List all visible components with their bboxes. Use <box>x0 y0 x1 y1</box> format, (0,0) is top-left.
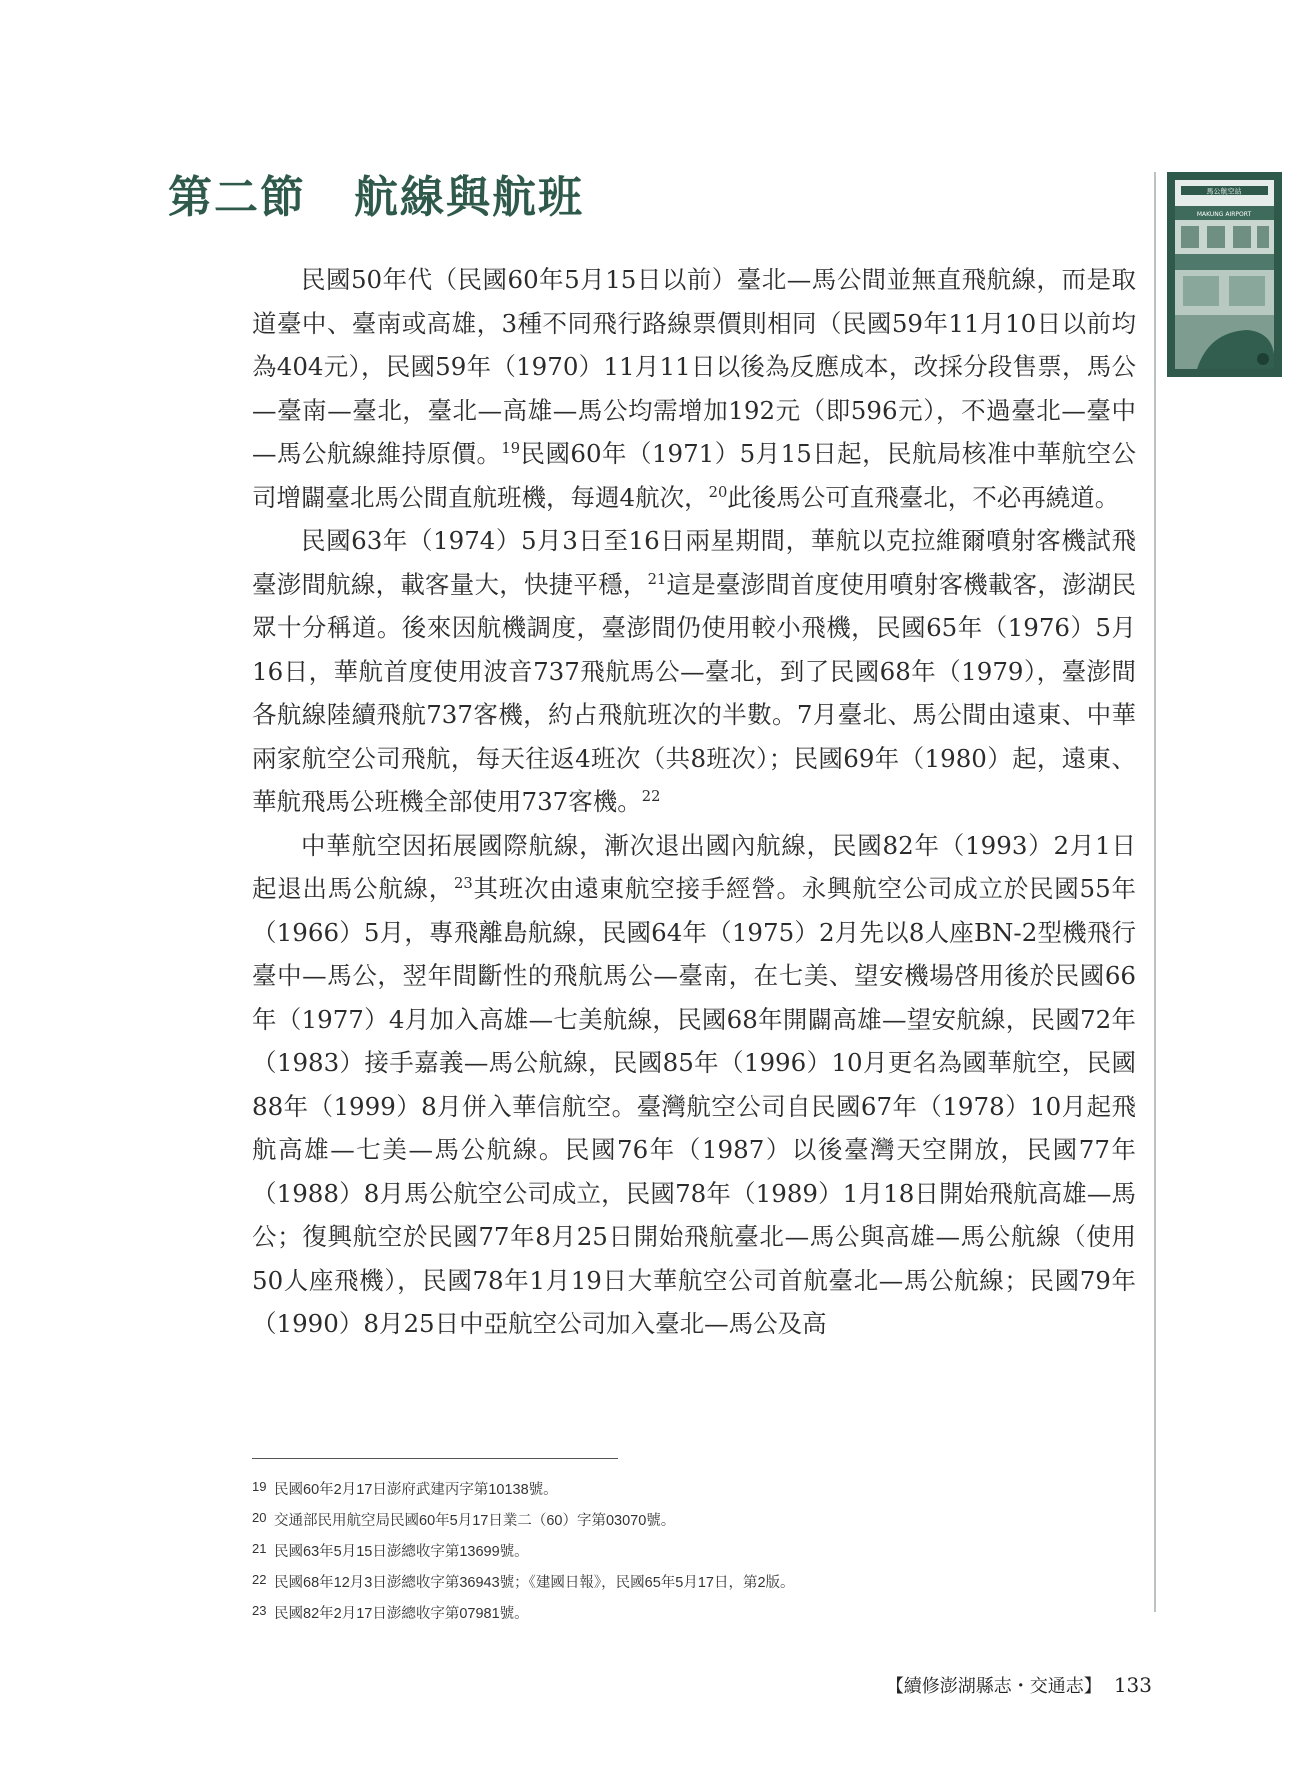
footnote <box>252 1597 1136 1628</box>
footnote-text: 交通部民用航空局民國60年5月17日業二（60）字第03070號。 <box>274 1513 676 1529</box>
footnote-number: 22 <box>252 1572 267 1587</box>
footnote-divider <box>252 1458 618 1459</box>
footnote-number: 23 <box>252 1603 267 1618</box>
running-footer <box>886 1672 1152 1698</box>
section-title <box>168 168 584 228</box>
airport-thumbnail <box>1167 172 1282 377</box>
footnote-text: 民國82年2月17日澎總收字第07981號。 <box>274 1606 529 1622</box>
paragraph <box>252 824 1136 1346</box>
footnote <box>252 1473 1136 1504</box>
footnote-text: 民國60年2月17日澎府武建丙字第10138號。 <box>274 1482 558 1498</box>
body-text <box>252 258 1136 1346</box>
footnote-number: 20 <box>252 1510 267 1525</box>
footnote-ref[interactable]: 22 <box>641 787 661 805</box>
paragraph-text: 這是臺澎間首度使用噴射客機載客，澎湖民眾十分稱道。後來因航機調度，臺澎間仍使用較小飛機，民國65年（1976）5月16日，華航首度使用波音737飛航馬公—臺北，到了民國68年（1979），臺澎間各航線陸續飛航737客機，約占飛航班次的半數。7月臺北、馬公間由遠東、中華兩家航空公司飛航，每天往返4班次（共8班次）；民國69年（1980）起，遠東、華航飛馬公班機全部使用737客機。 <box>252 569 1136 816</box>
footnotes <box>252 1473 1136 1628</box>
footnote-number: 21 <box>252 1541 267 1556</box>
footnote <box>252 1535 1136 1566</box>
paragraph-text: 民國63年（1974）5月3日至16日兩星期間，華航以克拉維爾噴射客機試飛臺澎間航線，載客量大，快捷平穩， <box>252 526 1136 599</box>
footnote <box>252 1504 1136 1535</box>
paragraph-text: 民國60年（1971）5月15日起，民航局核准中華航空公司增闢臺北馬公間直航班機，每週4航次， <box>252 439 1137 512</box>
footnote-number: 19 <box>252 1479 267 1494</box>
footnote-text: 民國68年12月3日澎總收字第36943號；《建國日報》，民國65年5月17日，第2版。 <box>274 1575 795 1591</box>
footnote-ref[interactable]: 19 <box>501 439 521 457</box>
running-title: 【續修澎湖縣志・交通志】 <box>885 1676 1102 1697</box>
airport-photo-illustration <box>1167 172 1282 377</box>
footnote-ref[interactable]: 21 <box>647 570 667 588</box>
paragraph-text: 中華航空因拓展國際航線，漸次退出國內航線，民國82年（1993）2月1日起退出馬公航線， <box>252 830 1136 903</box>
paragraph-text: 其班次由遠東航空接手經營。永興航空公司成立於民國55年（1966）5月，專飛離島航線，民國64年（1975）2月先以8人座BN-2型機飛行臺中—馬公，翌年間斷性的飛航馬公—臺南，在七美、望安機場啓用後於民國66年（1977）4月加入高雄—七美航線，民國68年開闢高雄—望安航線，民國72年（1983）接手嘉義—馬公航線，民國85年（1996）10月更名為國華航空，民國88年（1999）8月併入華信航空。臺灣航空公司自民國67年（1978）10月起飛航高雄—七美—馬公航線。民國76年（1987）以後臺灣天空開放，民國77年（1988）8月馬公航空公司成立，民國78年（1989）1月18日開始飛航高雄—馬公；復興航空於民國77年8月25日開始飛航臺北—馬公與高雄—馬公航線（使用50人座飛機），民國78年1月19日大華航空公司首航臺北—馬公航線；民國79年（1990）8月25日中亞航空公司加入臺北—馬公及高 <box>252 874 1136 1338</box>
paragraph <box>252 519 1136 824</box>
footnote-ref[interactable]: 23 <box>454 874 473 892</box>
margin-rule <box>1154 172 1156 1612</box>
footnote-text: 民國63年5月15日澎總收字第13699號。 <box>274 1544 529 1560</box>
paragraph-text: 此後馬公可直飛臺北，不必再繞道。 <box>727 482 1120 512</box>
section-name: 航線與航班 <box>354 172 584 223</box>
airport-sign-text: 馬公航空站 <box>1206 187 1242 196</box>
section-number: 第二節 <box>168 172 306 223</box>
footnote <box>252 1566 1136 1597</box>
paragraph-text: 民國50年代（民國60年5月15日以前）臺北—馬公間並無直飛航線，而是取道臺中、臺南或高雄，3種不同飛行路線票價則相同（民國59年11月10日以前均為404元），民國59年（1970）11月11日以後為反應成本，改採分段售票，馬公—臺南—臺北，臺北—高雄—馬公均需增加192元（即596元），不過臺北—臺中—馬公航線維持原價。 <box>252 265 1136 468</box>
page-number: 133 <box>1113 1673 1152 1697</box>
footnote-ref[interactable]: 20 <box>708 483 728 501</box>
airport-sign-subtext: MAKUNG AIRPORT <box>1196 211 1252 218</box>
paragraph <box>252 258 1136 519</box>
